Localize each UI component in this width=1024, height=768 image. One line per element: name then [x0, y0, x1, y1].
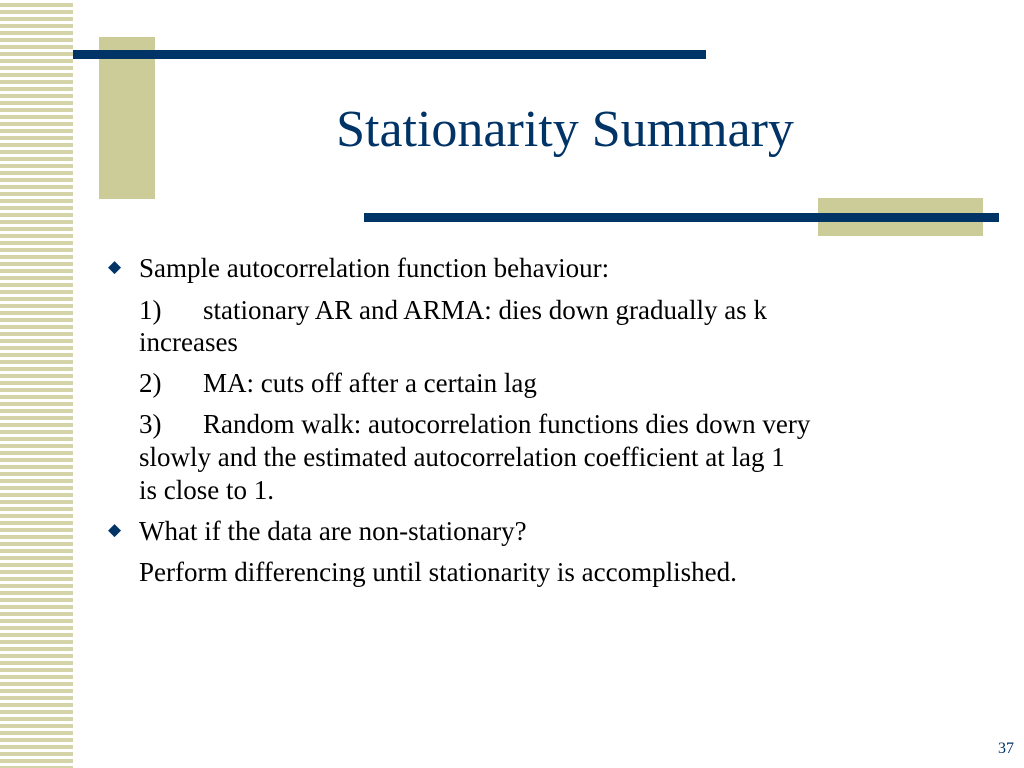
subitem-continuation: is close to 1. — [139, 475, 274, 505]
subitem-line — [139, 367, 984, 400]
subitem-line — [139, 408, 984, 441]
bullet-text: What if the data are non-stationary? — [139, 516, 527, 546]
subitem-number: 3) — [139, 409, 162, 439]
bullet-text: Sample autocorrelation function behaviour: — [139, 253, 610, 283]
subitem-number: 2) — [139, 368, 162, 398]
subitem-text: stationary AR and ARMA: dies down gradually as k — [203, 295, 767, 325]
subitem-continuation: slowly and the estimated autocorrelation coefficient at lag 1 — [139, 442, 785, 472]
page-number: 37 — [998, 740, 1014, 757]
subitem-text: Random walk: autocorrelation functions dies down very — [203, 409, 811, 439]
subitem-continuation: increases — [139, 327, 238, 357]
subitem-text: MA: cuts off after a certain lag — [203, 368, 537, 398]
diamond-bullet-icon: ◆ — [108, 520, 122, 539]
subitem-number: 1) — [139, 295, 162, 325]
subitem-line — [139, 294, 984, 327]
bullet-continuation: Perform differencing until stationarity is accomplished. — [139, 557, 737, 587]
diamond-bullet-icon: ◆ — [108, 257, 122, 276]
slide-title: Stationarity Summary — [336, 101, 794, 158]
